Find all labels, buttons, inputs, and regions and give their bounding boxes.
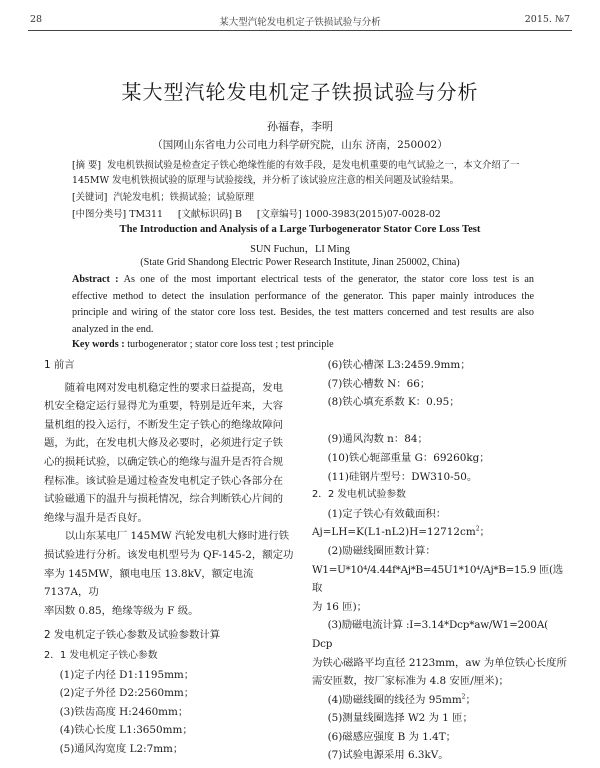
calc-formula-1-sup: 2	[475, 525, 480, 533]
para2-line3: 率为 145MW，额电电压 13.8kV，额定电流 7137A，功	[44, 567, 254, 599]
calc-item-2: (2)励磁线圈匝数计算：	[327, 544, 436, 557]
calc-item-3-line1: (3)励磁电流计算 :I=3.14*Dcp*aw/W1=200A( Dcp	[312, 619, 548, 650]
para1-line1: 随着电网对发电机稳定性的要求日益提高，发电	[64, 381, 283, 394]
calc-item-4	[312, 691, 568, 710]
column-gap	[312, 412, 568, 431]
header-rule	[28, 30, 572, 31]
calc-item-7: (7)试验电源采用 6.3kV。	[327, 749, 449, 762]
abstract-zh	[72, 158, 530, 188]
calc-item-4-end: ；	[465, 693, 476, 706]
section-2-2-title: 2．2 发电机试验参数	[312, 489, 406, 501]
affiliation-zh: （国网山东省电力公司电力科学研究院，山东 济南，250002）	[152, 139, 448, 151]
para1-line8: 绝缘与温升是否良好。	[44, 511, 148, 524]
calc-formula-2: W1=U*10⁴/4.44f*Aj*B=45U1*10⁴/Aj*B=15.9 匝(选取	[312, 563, 563, 595]
classification-line	[72, 207, 441, 222]
param-item-8: (8)铁心填充系数 K：0.95；	[327, 396, 460, 409]
paper-title-en: The Introduction and Analysis of a Large Turbogenerator Stator Core Loss Test	[119, 224, 481, 235]
clc-value: TM311	[129, 209, 163, 220]
article-number-label: [文章编号]	[256, 209, 302, 220]
abstract-zh-line1: 发电机铁损试验是检查定子铁心绝缘性能的有效手段，是发电机重要的电气试验之一，本文介绍了一	[107, 160, 520, 171]
calc-formula-2-cont: 为 16 匝)；	[312, 600, 368, 613]
doc-code-label: [文献标识码]	[177, 209, 233, 220]
calc-item-6: (6)磁感应强度 B 为 1.4T；	[327, 730, 457, 743]
keywords-zh-label: [关键词]	[72, 192, 108, 203]
para1-line4: 题，为此，在发电机大修及必要时，必须进行定子铁	[44, 437, 283, 450]
para1-line2: 机安全稳定运行显得尤为重要，特别是近年来，大容	[44, 400, 283, 413]
calc-formula-1-end: ；	[479, 526, 490, 539]
affiliation-en: (State Grid Shandong Electric Power Research Institute, Jinan 250002, China)	[140, 257, 460, 268]
abstract-en-line4: analyzed in the end.	[72, 323, 154, 335]
para2-line1: 以山东某电厂 145MW 汽轮发电机大修时进行铁	[64, 530, 290, 543]
calc-item-4-sup: 2	[461, 693, 466, 701]
param-item-7: (7)铁心槽数 N：66；	[327, 377, 431, 390]
page-number: 28	[30, 14, 43, 25]
para1-line5: 心的损耗试验，以确定铁心的绝缘与温升是否符合规	[44, 455, 283, 468]
abstract-en-label: Abstract :	[72, 274, 119, 285]
param-item-6: (6)铁心槽深 L3:2459.9mm；	[327, 359, 471, 371]
article-number-value: 1000-3983(2015)07-0028-02	[304, 209, 441, 220]
param-item-5: (5)通风沟宽度 L2:7mm；	[59, 742, 184, 755]
left-column	[44, 356, 296, 758]
keywords-en-text: turbogenerator ; stator core loss test ; test principle	[127, 339, 334, 350]
section-2-1-title: 2．1 发电机定子铁心参数	[44, 649, 158, 661]
keywords-en-label: Key words :	[72, 339, 125, 350]
calc-formula-1-text: Aj=LH=K(L1-nL2)H=12712cm	[312, 526, 476, 539]
abstract-en-line2: effective method to detect the insulation performance of the generator. This paper mainly introduces the	[72, 290, 534, 302]
param-item-3: (3)铁齿高度 H:2460mm；	[59, 705, 189, 718]
right-column	[312, 356, 568, 765]
para1-line7: 试验磁通下的温升与损耗情况，综合判断铁心片间的	[44, 493, 283, 506]
keywords-zh-text: 汽轮发电机；铁损试验；试验原理	[113, 192, 255, 203]
abstract-zh-label: [摘 要]	[72, 160, 102, 171]
authors-zh: 孙福春，李明	[267, 120, 333, 133]
abstract-en	[72, 272, 534, 338]
param-item-10: (10)铁心轭部重量 G：69260kg；	[327, 451, 490, 464]
doc-code-value: B	[235, 209, 242, 220]
param-item-2: (2)定子外径 D2:2560mm；	[59, 687, 195, 700]
issue-number: 2015. №7	[524, 14, 570, 25]
calc-item-3-line3: 需安匝数，按厂家标准为 4.8 安匝/厘米)；	[312, 675, 509, 688]
calc-item-3-line2: 为铁心磁路平均直径 2123mm，aw 为单位铁心长度所	[312, 656, 567, 669]
para2-line2: 损试验进行分析。该发电机型号为 QF-145-2，额定功	[44, 548, 294, 561]
keywords-en	[72, 339, 334, 350]
para1-line3: 量机组的投入运行，不断发生定子铁心的绝缘故障问	[44, 418, 283, 431]
calc-item-1: (1)定子铁心有效截面积：	[327, 507, 447, 520]
section-1-title: 1 前言	[44, 359, 75, 371]
para2-line4: 率因数 0.85，绝缘等级为 F 级。	[44, 604, 199, 617]
keywords-zh	[72, 190, 254, 205]
param-item-4: (4)铁心长度 L1:3650mm；	[59, 724, 193, 737]
param-item-11: (11)硅钢片型号：DW310-50。	[327, 470, 478, 483]
abstract-zh-line2: 145MW 发电机铁损试验的原理与试验接线，并分析了该试验应注意的相关问题及试验结果。	[72, 175, 459, 186]
clc-label: [中图分类号]	[72, 209, 127, 220]
calc-item-5: (5)测量线圈选择 W2 为 1 匝；	[327, 712, 473, 725]
section-2-title: 2 发电机定子铁心参数及试验参数计算	[44, 629, 221, 642]
para1-line6: 程标准。该试验是通过检查发电机定子铁心各部分在	[44, 474, 283, 487]
calc-formula-1	[312, 523, 568, 542]
authors-en: SUN Fuchun，LI Ming	[250, 244, 350, 255]
abstract-en-line1: As one of the most important electrical tests of the generator, the stator core loss test is an	[123, 274, 535, 285]
paper-title-zh: 某大型汽轮发电机定子铁损试验与分析	[121, 80, 479, 104]
calc-item-4-text: (4)励磁线圈的线径为 95mm	[327, 693, 462, 706]
running-title: 某大型汽轮发电机定子铁损试验与分析	[219, 17, 381, 28]
param-item-1: (1)定子内径 D1:1195mm；	[59, 668, 195, 681]
param-item-9: (9)通风沟数 n：84；	[327, 433, 428, 446]
abstract-en-line3: principle and wiring of the stator core loss test. Besides, the test matters concerned and test results are also	[72, 307, 534, 318]
